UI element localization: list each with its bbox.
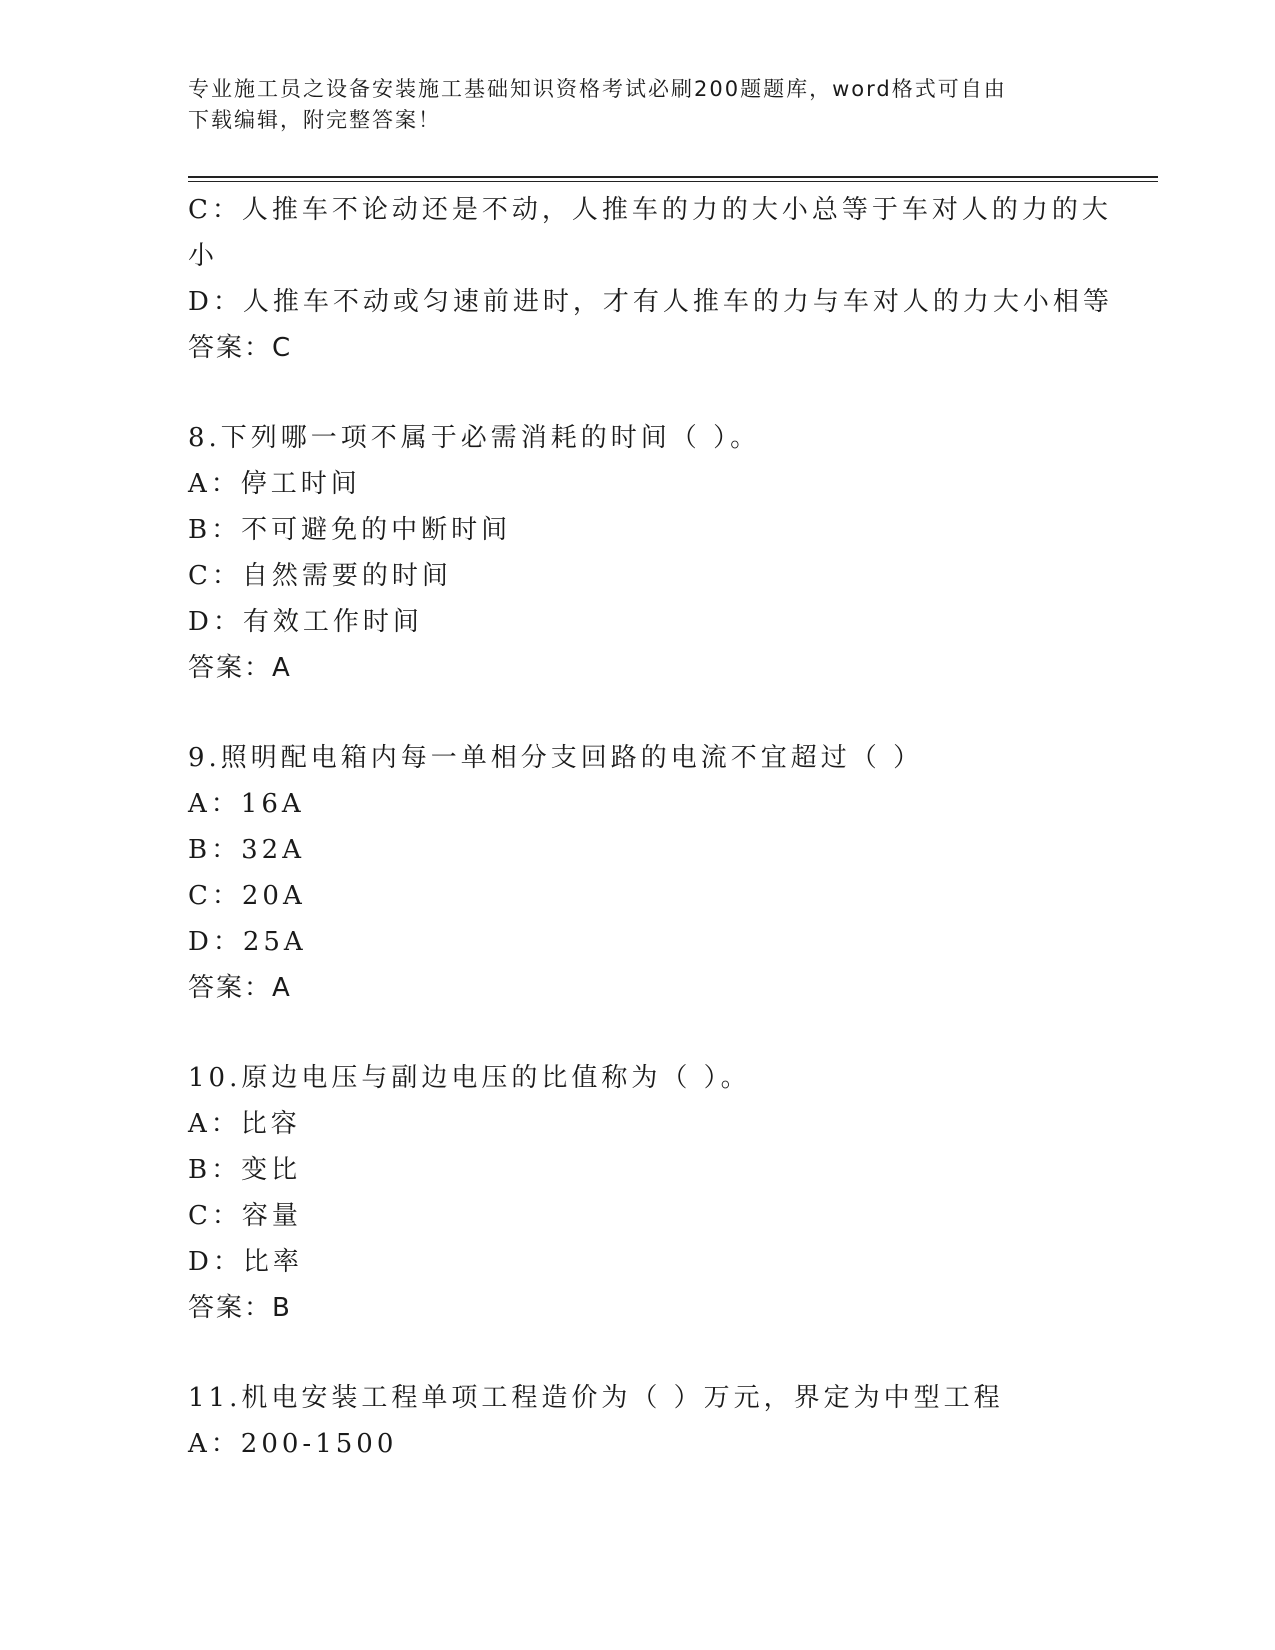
question-text: 11.机电安装工程单项工程造价为（ ）万元，界定为中型工程 <box>188 1383 1004 1413</box>
option-d: D：人推车不动或匀速前进时，才有人推车的力与车对人的力大小相等 <box>188 287 1113 317</box>
answer: 答案：A <box>188 973 292 1003</box>
question-7 <box>188 187 1113 371</box>
option-b: B：不可避免的中断时间 <box>188 515 512 545</box>
option-a: A：200-1500 <box>188 1429 398 1459</box>
option-a: A：比容 <box>188 1109 301 1139</box>
option-c: C：容量 <box>188 1201 302 1231</box>
header-line-2: 下载编辑，附完整答案！ <box>188 108 441 132</box>
header-divider-thick <box>188 176 1158 178</box>
question-8 <box>188 415 1088 691</box>
option-c-continuation: 小 <box>188 241 219 271</box>
option-c: C：人推车不论动还是不动，人推车的力的大小总等于车对人的力的大 <box>188 195 1112 225</box>
option-b: B：32A <box>188 835 305 865</box>
option-d: D：有效工作时间 <box>188 607 423 637</box>
option-b: B：变比 <box>188 1155 302 1185</box>
question-list <box>188 187 1113 1467</box>
header-line-1: 专业施工员之设备安装施工基础知识资格考试必刷200题题库，word格式可自由 <box>188 77 1007 101</box>
option-c: C：自然需要的时间 <box>188 561 452 591</box>
option-d: D：25A <box>188 927 307 957</box>
header-divider-thin <box>188 181 1158 182</box>
answer: 答案：A <box>188 653 292 683</box>
question-11 <box>188 1375 1088 1467</box>
question-text: 10.原边电压与副边电压的比值称为（ ）。 <box>188 1063 751 1093</box>
question-9 <box>188 735 1088 1011</box>
question-text: 8.下列哪一项不属于必需消耗的时间（ ）。 <box>188 423 761 453</box>
document-header <box>188 74 1068 136</box>
question-10 <box>188 1055 1088 1331</box>
answer: 答案：B <box>188 1293 292 1323</box>
question-text: 9.照明配电箱内每一单相分支回路的电流不宜超过（ ） <box>188 743 924 773</box>
option-a: A：停工时间 <box>188 469 361 499</box>
option-c: C：20A <box>188 881 306 911</box>
option-d: D：比率 <box>188 1247 303 1277</box>
option-a: A：16A <box>188 789 305 819</box>
answer: 答案：C <box>188 333 293 363</box>
